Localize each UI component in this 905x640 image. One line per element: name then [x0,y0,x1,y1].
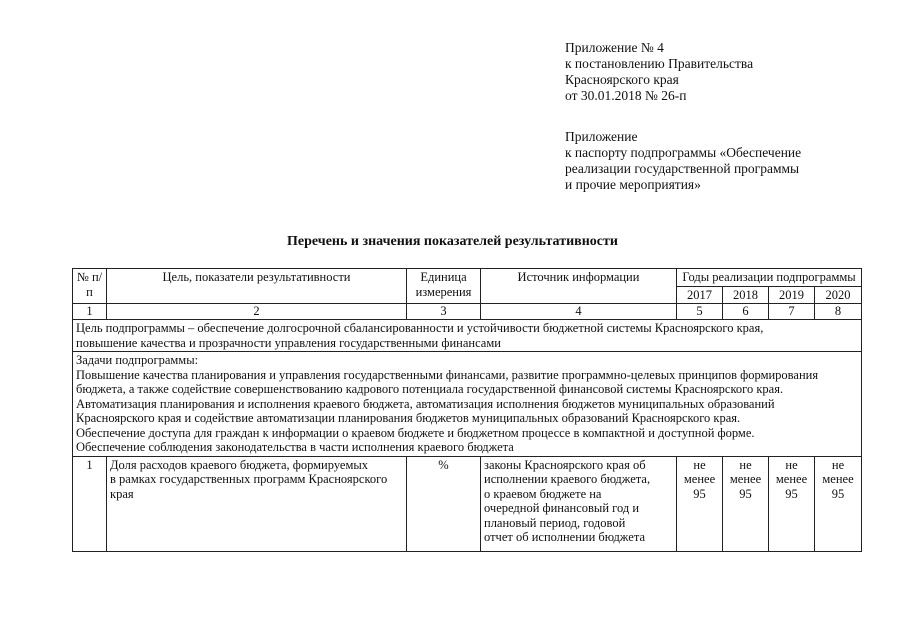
goal-cell [73,320,862,352]
header-goal: Цель, показатели результативности [107,269,407,304]
column-numbers-row [73,304,862,320]
column-number: 7 [769,304,815,320]
header-year: 2020 [815,286,862,304]
source-line: плановый период, годовой [484,515,626,530]
goal-line: Цель подпрограммы – обеспечение долгосрочной сбалансированности и устойчивости бюджетной системы Красноярского края, [76,321,764,335]
goal-row [73,320,862,352]
tasks-line: Повышение качества планирования и управления государственными финансами, развитие программно-целевых принципов формирования [76,367,819,382]
column-number: 5 [677,304,723,320]
appendix-header-1-line: Красноярского края [565,72,679,87]
appendix-header-1-line: от 30.01.2018 № 26-п [565,88,687,103]
table-row [73,456,862,551]
header-year: 2019 [769,286,815,304]
value-line: 95 [693,486,706,501]
header-source: Источник информации [481,269,677,304]
appendix-header-2-line: и прочие мероприятия» [565,177,701,192]
tasks-cell [73,352,862,457]
column-number: 1 [73,304,107,320]
value-line: не [739,457,752,472]
header-year: 2017 [677,286,723,304]
row-source [481,456,677,551]
source-line: исполнении краевого бюджета, [484,472,651,486]
column-number: 2 [107,304,407,320]
indicators-table [72,268,862,552]
value-line: менее [822,472,854,486]
column-number: 3 [407,304,481,320]
appendix-header-2-line: реализации государственной программы [565,161,800,176]
header-year: 2018 [723,286,769,304]
value-line: менее [729,472,762,486]
appendix-header-1 [565,40,885,104]
appendix-header-1-line: к постановлению Правительства [565,56,754,71]
appendix-header-1-line: Приложение № 4 [565,40,664,55]
row-value-2017 [677,456,723,551]
value-line: менее [683,472,716,486]
value-line: 95 [785,486,798,501]
tasks-row [73,352,862,457]
value-line: не [831,457,845,472]
table-header-row [73,269,862,287]
row-value-2018 [723,456,769,551]
source-line: законы Красноярского края об [484,457,646,472]
column-number: 8 [815,304,862,320]
source-line: отчет об исполнении бюджета [484,530,645,544]
row-number: 1 [73,456,107,551]
tasks-line: Автоматизация планирования и исполнения краевого бюджета, автоматизация исполнения бюджетов муниципальных образований [76,396,775,411]
indicator-line: края [110,486,134,501]
row-unit: % [407,456,481,551]
document-title: Перечень и значения показателей результативности [287,234,618,249]
source-line: о краевом бюджете на [484,486,602,501]
tasks-line: бюджета, а также содействие совершенствованию кадрового потенциала государственной финансовой системы Красноярского края. [76,382,784,396]
indicator-line: в рамках государственных программ Красноярского [110,472,388,486]
source-line: очередной финансовый год и [484,501,640,515]
column-number: 4 [481,304,677,320]
goal-line: повышение качества и прозрачности управления государственными финансами [76,335,501,350]
appendix-header-2 [565,129,885,193]
tasks-line: Задачи подпрограммы: [76,353,199,367]
header-years-group: Годы реализации подпрограммы [677,269,862,287]
appendix-header-2-line: Приложение [565,129,638,144]
tasks-line: Обеспечение доступа для граждан к информации о краевом бюджете и бюджетном процессе в компактной и доступной форме. [76,425,755,440]
value-line: 95 [831,486,845,501]
header-number: № п/п [73,269,107,304]
value-line: не [693,457,706,472]
value-line: менее [775,472,808,486]
tasks-line: Обеспечение соблюдения законодательства в части исполнения краевого бюджета [76,440,514,454]
row-value-2020 [815,456,862,551]
header-unit: Единица измерения [407,269,481,304]
indicator-line: Доля расходов краевого бюджета, формируемых [110,457,369,472]
column-number: 6 [723,304,769,320]
appendix-header-2-line: к паспорту подпрограммы «Обеспечение [565,145,802,160]
tasks-line: Красноярского края и содействие автоматизации планирования бюджетов муниципальных образований Красноярского края. [76,411,741,425]
row-value-2019 [769,456,815,551]
row-indicator [107,456,407,551]
value-line: не [785,457,798,472]
value-line: 95 [739,486,752,501]
